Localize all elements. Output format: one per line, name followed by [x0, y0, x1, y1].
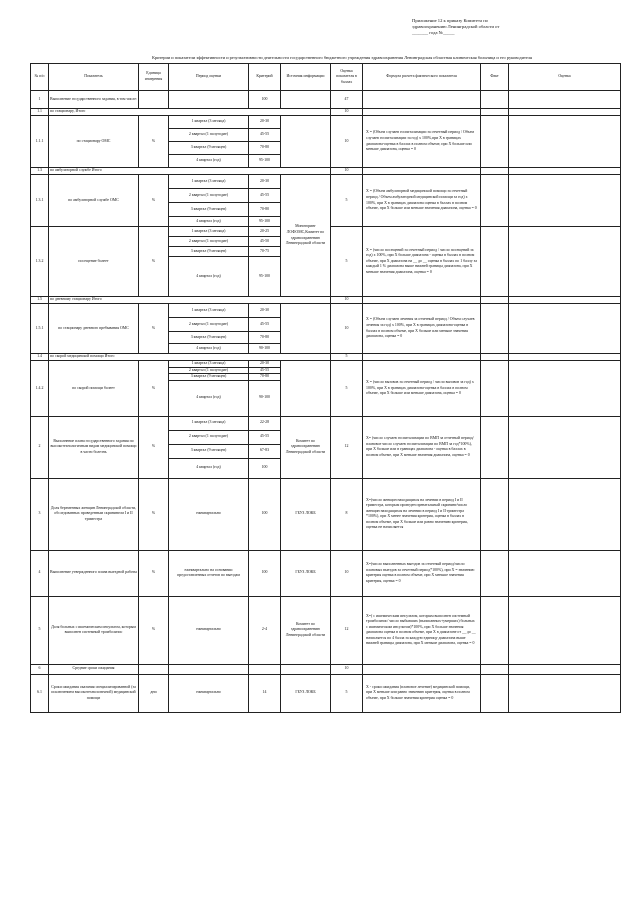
criterion: 45-50 [249, 237, 281, 247]
criterion: 20-30 [249, 361, 281, 368]
period: 1 квартал (3 месяца) [169, 116, 249, 129]
header-line-2: здравоохранению Ленинградской области от [412, 24, 500, 30]
indicator-name: по скорой помощи болеет [49, 361, 139, 417]
indicator-name: Выполнение плана государственного задания по высокотехнологичным видам медицинской помощи в части болезнь [49, 416, 139, 478]
criterion: 70-80 [249, 332, 281, 344]
criterion: 90-100 [249, 344, 281, 354]
period: 4 квартал (год) [169, 257, 249, 297]
score: 12 [331, 596, 363, 664]
col-header: Критерий [249, 64, 281, 91]
criterion: 67-83 [249, 444, 281, 458]
period: 4 квартал (год) [169, 344, 249, 354]
row-number: 1.4 [31, 354, 49, 361]
formula: Х = (Объем амбулаторной медицинской помощи за отчетный период / Объем амбулаторной медицинской помощи за год) х 100%, при Х в границах диапазона оценка в баллах в полном объеме, при Х больше или меньше значения диапазона, оценка = 0 [363, 175, 481, 227]
score: 12 [331, 416, 363, 478]
table-row [31, 116, 621, 129]
table-row [31, 674, 621, 712]
unit: % [139, 478, 169, 550]
row-number: 1.1.1 [31, 116, 49, 168]
score: 5 [331, 361, 363, 417]
row-number: 1.4.2 [31, 361, 49, 417]
score: 47 [331, 91, 363, 109]
period: 4 квартал (год) [169, 217, 249, 227]
criterion: 95-100 [249, 217, 281, 227]
criterion: 45-55 [249, 318, 281, 332]
criterion: 20-25 [249, 227, 281, 237]
criterion: 95-100 [249, 257, 281, 297]
indicator-name: Средние сроки ожидания [49, 664, 139, 674]
source: Мониторинг ЛОФОМС,Комитет по здравоохранению Ленинградской области [281, 175, 331, 297]
source: ГБУЗ ЛОКБ [281, 550, 331, 596]
period: 2 квартал (1 полугодие) [169, 318, 249, 332]
period: 2 квартал (1 полугодие) [169, 129, 249, 142]
table-row [31, 91, 621, 109]
indicator-name: Выполнение государственного задания, в том числе: [49, 91, 139, 109]
period: 4 квартал (год) [169, 380, 249, 416]
table-header-row [31, 64, 621, 91]
period: 1 квартал (3 месяца) [169, 416, 249, 430]
criterion: 100 [249, 458, 281, 478]
row-number: 1.3.1 [31, 175, 49, 227]
period: 3 квартал (9 месяцев) [169, 247, 249, 257]
formula: Х= (число случаев госпитализации по ВМП за отчетный период/плановое число случаев госпитализации по ВМП за год*100%), при Х больше или в границах диапазона - оценка в баллах в полном объеме, при Х меньше значения диапазона, оценка = 0 [363, 416, 481, 478]
score: 5 [331, 674, 363, 712]
score: 10 [331, 664, 363, 674]
col-header: Факт [481, 64, 509, 91]
period: 3 квартал (9 месяцев) [169, 203, 249, 217]
criterion: 90-100 [249, 380, 281, 416]
formula: Х = (Объем случаев лечения за отчетный период / Объем случаев лечения за год) х 100%, при Х в границах диапазона-оценка в баллах в полном объеме, при Х больше или меньше значения диапазона, оценка = 0 [363, 304, 481, 354]
row-number: 1.5.1 [31, 304, 49, 354]
criterion: 70-80 [249, 374, 281, 381]
criterion: 70-75 [249, 247, 281, 257]
formula: Х = (число посещений за отчетный период / число посещений за год) х 100%, при Х больше диапазона - оценка в баллах в полном объеме, при Х диапазона на __ до __ оценка в баллах по 1 баллу за каждый 1 % диапазона выше нижней границы диапазона, при Х меньше значения диапазона, оценка = 0 [363, 227, 481, 297]
period: 2 квартал (1 полугодие) [169, 189, 249, 203]
formula: Х=( с ишемическим инсультом, которым выполнен системный тромболизис/ число выбывших (выписанных+умерших) больных с ишемическим инсультом)*100%, при Х больше значения диапазона оценка в полном объеме, при Х в диапазоне от __ до __ начисляется по 4 балла за каждую единицу диапазона выше нижней границы диапазона, при Х меньше диапазона, оценка = 0 [363, 596, 481, 664]
period: 1 квартал (3 месяца) [169, 361, 249, 368]
section-name: по скорой медицинской помощи Итого [49, 354, 331, 361]
unit: % [139, 361, 169, 417]
table-row [31, 478, 621, 550]
criterion: 70-80 [249, 203, 281, 217]
formula: Х=(число выполненных выездов за отчетный период/число плановых выездов за отчетный период*100%), при Х = значению критерия оценка в полном объеме, при Х меньше значения критерия, оценка = 0 [363, 550, 481, 596]
score: 8 [331, 478, 363, 550]
criterion: 45-55 [249, 430, 281, 444]
section-name: по амбулаторной службе Итого [49, 168, 331, 175]
criterion: 45-55 [249, 129, 281, 142]
indicator-name: Доля больных с ишемическим инсультом, которым выполнен системный тромболизис [49, 596, 139, 664]
section-row [31, 109, 621, 116]
table-row [31, 361, 621, 368]
score: 10 [331, 297, 363, 304]
score: 10 [331, 304, 363, 354]
unit: дни [139, 674, 169, 712]
indicator-name: по стационару дневного пребывания ОМС [49, 304, 139, 354]
criterion: 45-55 [249, 367, 281, 374]
source: Комитет по здравоохранению Ленинградской области [281, 416, 331, 478]
criterion: 95-100 [249, 155, 281, 168]
period: 1 квартал (3 месяца) [169, 227, 249, 237]
source: ГБУЗ ЛОКБ [281, 478, 331, 550]
criterion: 70-80 [249, 142, 281, 155]
col-header: Оценка [509, 64, 621, 91]
unit: % [139, 550, 169, 596]
indicator-name: посещение болеет [49, 227, 139, 297]
period: ежеквартально [169, 478, 249, 550]
row-number: 3 [31, 478, 49, 550]
row-number: 5 [31, 596, 49, 664]
criterion: 20-30 [249, 116, 281, 129]
header-line-1: Приложение 12 к приказу Комитета по [412, 18, 488, 23]
section-name: по стационару, Итого [49, 109, 331, 116]
row-number: 2 [31, 416, 49, 478]
document-header [412, 18, 622, 37]
section-row [31, 168, 621, 175]
col-header: Формула расчета фактического показателя [363, 64, 481, 91]
period: ежеквартально [169, 596, 249, 664]
formula: Х = (Объем случаев госпитализации за отчетный период / Объем случаев госпитализации за год) х 100%,при Х в границах диапазона-оценка в баллах в полном объеме, при Х больше или меньше диапазона, оценка = 0 [363, 116, 481, 168]
indicator-name: Доля беременных женщин Ленинградской области, обследованных проведенным скринингом I и II триместра [49, 478, 139, 550]
formula: Х = (число вызовов за отчетный период / число вызовов за год) х 100%, при Х в границах диапазона-оценка в баллах в полном объеме, при Х больше или меньше диапазона, оценка = 0 [363, 361, 481, 417]
period: 4 квартал (год) [169, 458, 249, 478]
unit: % [139, 175, 169, 227]
table-row [31, 664, 621, 674]
score: 5 [331, 175, 363, 227]
row-number: 1.5 [31, 297, 49, 304]
indicator-name: по амбулаторной службе ОМС [49, 175, 139, 227]
score: 5 [331, 354, 363, 361]
criterion: 2-4 [249, 596, 281, 664]
period: 1 квартал (3 месяца) [169, 304, 249, 318]
indicator-name: Выполнение утвержденного плана выездной работы [49, 550, 139, 596]
period: 1 квартал (3 месяца) [169, 175, 249, 189]
document-title: Критерии и показатели эффективности и результативности деятельности государственного бюджетного учреждения здравоохранения Ленинградская областная клиническая больница и его руководителя [151, 55, 533, 60]
col-header: № п/п [31, 64, 49, 91]
col-header: Оценка показателя в баллах [331, 64, 363, 91]
row-number: 1.1 [31, 109, 49, 116]
score: 10 [331, 168, 363, 175]
period: 2 квартал (1 полугодие) [169, 237, 249, 247]
period: ежеквартально на основании предоставленных отчетов по выездам [169, 550, 249, 596]
formula: Х=(число женщин находящихся на лечении в период I и II триместра, которым проведен пренатальный скрининг/число женщин находящихся на лечении в период I и II триместра *100%), при Х менее значения критерия, оценка в баллах в полном объеме, при Х больше или равно значению критерия, оценка не начисляется [363, 478, 481, 550]
col-header: Показатель [49, 64, 139, 91]
unit: % [139, 416, 169, 478]
period: 3 квартал (9 месяцев) [169, 444, 249, 458]
criterion: 45-55 [249, 189, 281, 203]
unit: % [139, 116, 169, 168]
col-header: Период оценки [169, 64, 249, 91]
period: ежеквартально [169, 674, 249, 712]
criterion: 100 [249, 478, 281, 550]
period: 3 квартал (9 месяцев) [169, 374, 249, 381]
period: 2 квартал (1 полугодие) [169, 430, 249, 444]
criterion: 20-30 [249, 175, 281, 189]
period: 2 квартал (1 полугодие) [169, 367, 249, 374]
row-number: 6.1 [31, 674, 49, 712]
indicator-name: по стационару ОМС [49, 116, 139, 168]
row-number: 1.3.2 [31, 227, 49, 297]
criterion: 100 [249, 91, 281, 109]
criteria-table [30, 63, 621, 713]
section-row [31, 297, 621, 304]
criterion: 22-28 [249, 416, 281, 430]
criterion: 100 [249, 550, 281, 596]
section-name: по дневному стационару Итого [49, 297, 331, 304]
row-number: 6 [31, 664, 49, 674]
table-row [31, 416, 621, 430]
section-row [31, 354, 621, 361]
score: 10 [331, 550, 363, 596]
row-number: 1 [31, 91, 49, 109]
criterion: 14 [249, 674, 281, 712]
table-row [31, 550, 621, 596]
score: 10 [331, 109, 363, 116]
unit: % [139, 304, 169, 354]
formula: Х - сроки ожидания (плановое лечение) медицинской помощи, при Х меньше или равно значению критерия, оценка в полном объеме, при Х больше значения критерия оценка = 0 [363, 674, 481, 712]
indicator-name: Сроки ожидания оказания специализированной (за исключением высокотехнологичной) медицинской помощи [49, 674, 139, 712]
col-header: Единица измерения [139, 64, 169, 91]
criterion: 20-30 [249, 304, 281, 318]
col-header: Источник информации [281, 64, 331, 91]
table-row [31, 596, 621, 664]
source: ГБУЗ ЛОКБ [281, 674, 331, 712]
header-line-3: _______ года №_____ [412, 30, 455, 36]
table-row [31, 175, 621, 189]
row-number: 4 [31, 550, 49, 596]
score: 10 [331, 116, 363, 168]
source: Комитет по здравоохранению Ленинградской области [281, 596, 331, 664]
unit: % [139, 596, 169, 664]
period: 3 квартал (9 месяцев) [169, 142, 249, 155]
table-row [31, 304, 621, 318]
unit: % [139, 227, 169, 297]
period: 3 квартал (9 месяцев) [169, 332, 249, 344]
score: 5 [331, 227, 363, 297]
period: 4 квартал (год) [169, 155, 249, 168]
row-number: 1.3 [31, 168, 49, 175]
